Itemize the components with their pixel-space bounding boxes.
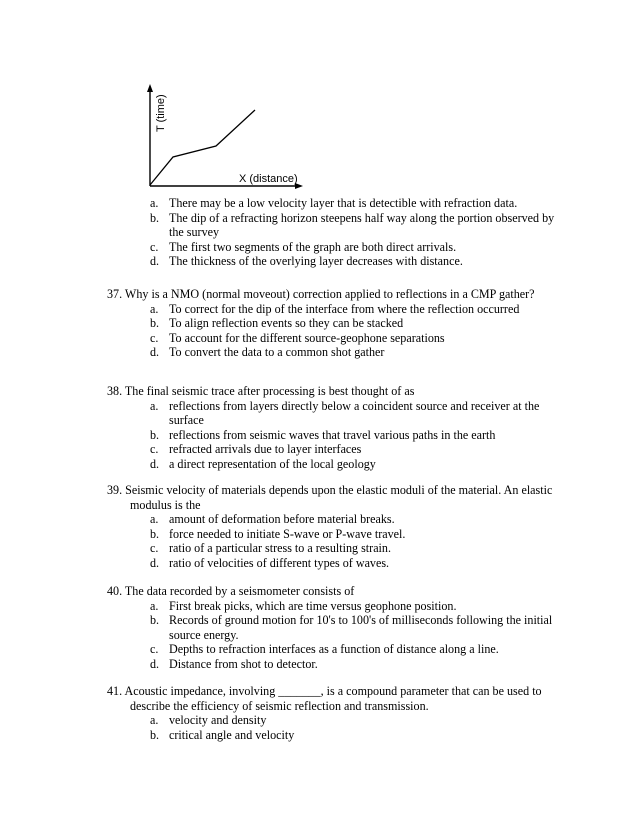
question-options [150, 512, 560, 570]
option: a. amount of deformation before material breaks. [150, 512, 395, 527]
question-text: 39. Seismic velocity of materials depends upon the elastic moduli of the material. An elastic modulus is the [107, 483, 553, 512]
option: a. First break picks, which are time versus geophone position. [150, 598, 457, 613]
option: d. Distance from shot to detector. [150, 656, 318, 671]
option: d. To convert the data to a common shot gather [150, 345, 385, 360]
option: b. critical angle and velocity [150, 727, 295, 742]
question-38 [107, 384, 567, 472]
option: b. reflections from seismic waves that travel various paths in the earth [150, 427, 496, 442]
question-options [150, 399, 560, 472]
question-options [150, 302, 560, 360]
option: b. To align reflection events so they can be stacked [150, 316, 404, 331]
option: a. velocity and density [150, 713, 267, 728]
question-39 [107, 483, 567, 571]
option: c. To account for the different source-geophone separations [150, 330, 445, 345]
question-options [150, 713, 560, 742]
question-41 [107, 684, 567, 742]
option: d. ratio of velocities of different types of waves. [150, 555, 390, 570]
question-text: 38. The final seismic trace after processing is best thought of as [107, 384, 415, 398]
option: c. Depths to refraction interfaces as a function of distance along a line. [150, 642, 499, 657]
question-text: 41. Acoustic impedance, involving _______, is a compound parameter that can be used to describe the efficiency of seismic reflection and transmission. [107, 684, 542, 713]
option: b. force needed to initiate S-wave or P-wave travel. [150, 526, 406, 541]
option: d. The thickness of the overlying layer decreases with distance. [150, 254, 463, 269]
question-40 [107, 584, 567, 672]
x-axis-label: X (distance) [239, 173, 298, 185]
option: c. The first two segments of the graph are both direct arrivals. [150, 239, 457, 254]
option: d. a direct representation of the local geology [150, 456, 376, 471]
option: c. refracted arrivals due to layer interfaces [150, 442, 362, 457]
question-text: 40. The data recorded by a seismometer consists of [107, 584, 355, 598]
question-text: 37. Why is a NMO (normal moveout) correction applied to reflections in a CMP gather? [107, 287, 535, 301]
question-options [150, 599, 560, 672]
option: c. ratio of a particular stress to a resulting strain. [150, 541, 391, 556]
question-37 [107, 287, 567, 360]
y-axis-arrow [147, 84, 153, 92]
option: a. reflections from layers directly below a coincident source and receiver at the surface [150, 398, 540, 428]
option: a. To correct for the dip of the interface from where the reflection occurred [150, 301, 520, 316]
option: a. There may be a low velocity layer that is detectible with refraction data. [150, 196, 518, 210]
option: b. Records of ground motion for 10's to 100's of milliseconds following the initial source energy. [150, 613, 553, 642]
option: b. The dip of a refracting horizon steepens half way along the portion observed by the survey [150, 210, 555, 240]
y-axis-label: T (time) [155, 94, 167, 132]
travel-time-graph [138, 82, 308, 192]
travel-time-figure [138, 82, 308, 192]
q36-options [150, 196, 570, 269]
